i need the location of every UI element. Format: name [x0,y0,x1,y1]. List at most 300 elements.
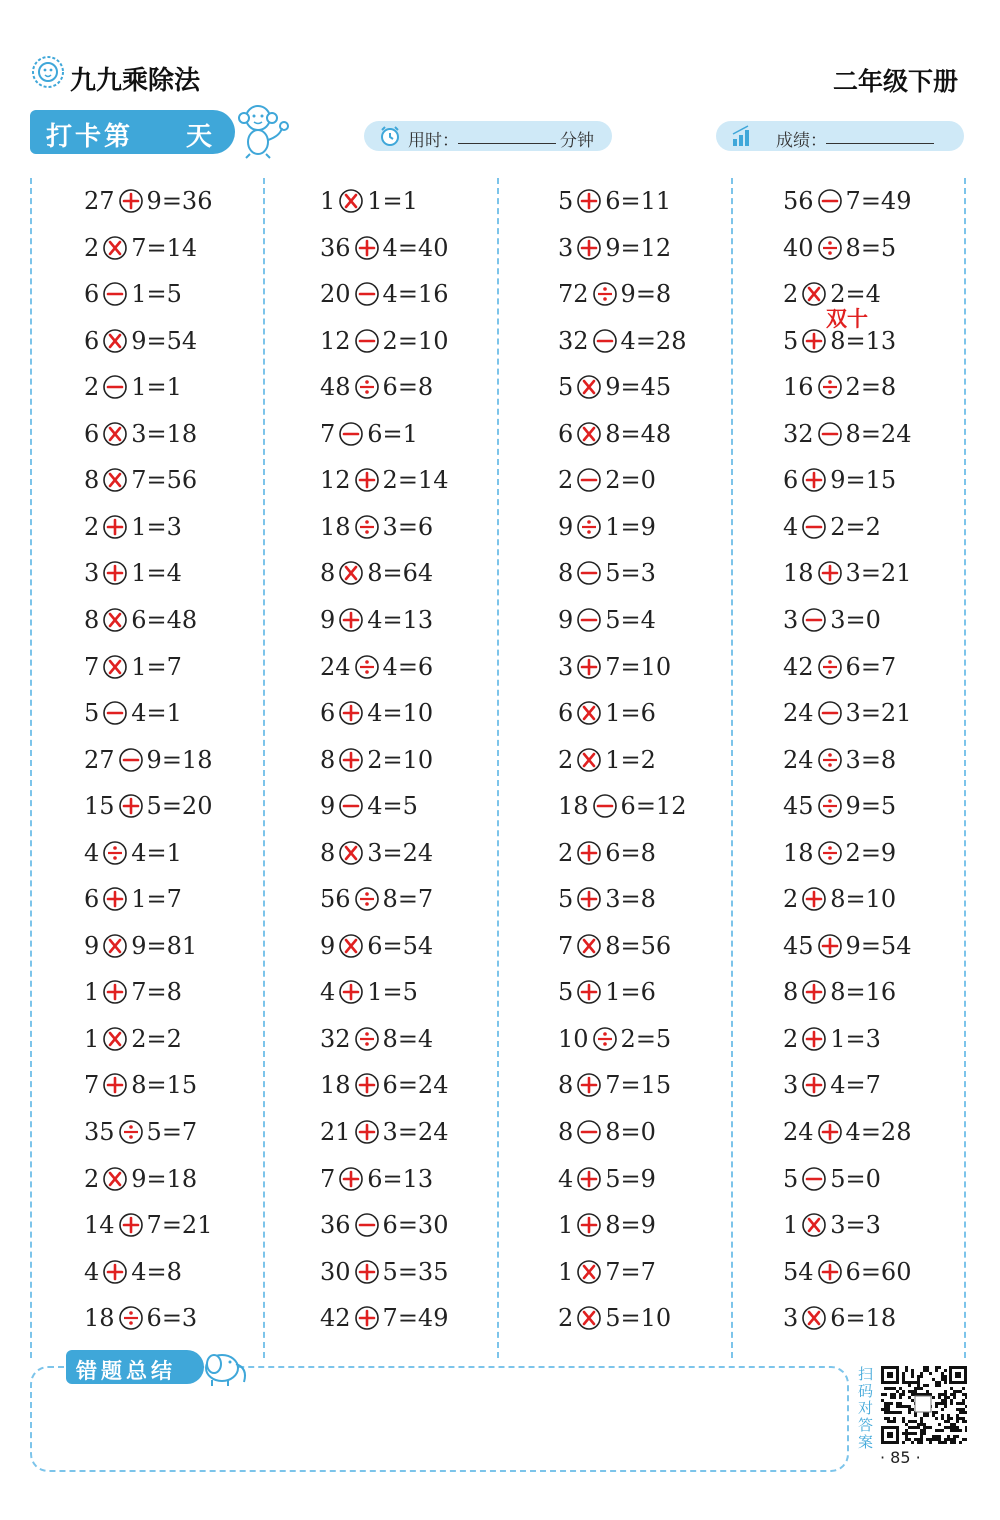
operand-b: 4=13 [367,605,434,634]
minus-operator-icon[interactable] [576,607,602,633]
equation-row [320,974,418,1010]
times-operator-icon[interactable] [576,700,602,726]
operand-b: 7=8 [131,978,182,1007]
operand-b: 6=48 [131,605,198,634]
divide-operator-icon[interactable] [817,654,843,680]
grade-label: 二年级下册 [832,67,958,96]
operand-a: 35 [84,1118,115,1146]
operand-b: 3=0 [830,605,881,634]
times-operator-icon[interactable] [102,654,128,680]
operand-b: 9=12 [605,233,672,262]
plus-operator-icon[interactable] [354,1259,380,1285]
operand-b: 2=4 [830,280,881,309]
plus-operator-icon[interactable] [576,979,602,1005]
equation-row [558,649,671,685]
minus-operator-icon[interactable] [354,1212,380,1238]
operand-b: 9=81 [131,931,198,960]
equation-row [558,276,671,312]
equation-row [783,183,911,219]
equation-row [320,1021,433,1057]
minus-operator-icon[interactable] [817,700,843,726]
operand-b: 2=0 [605,466,656,495]
equation-row [320,1161,433,1197]
equation-row [783,788,896,824]
minus-operator-icon[interactable] [801,607,827,633]
operand-a: 9 [320,605,336,634]
operand-a: 45 [783,931,814,960]
operand-b: 2=8 [845,373,897,402]
plus-operator-icon[interactable] [354,235,380,261]
minus-operator-icon[interactable] [592,793,618,819]
equation-row [320,835,433,871]
operand-b: 3=18 [131,419,198,448]
plus-operator-icon[interactable] [817,1119,843,1145]
plus-operator-icon[interactable] [338,979,364,1005]
times-operator-icon[interactable] [338,840,364,866]
operand-a: 1 [84,1024,100,1053]
plus-operator-icon[interactable] [801,467,827,493]
operand-b: 6=8 [605,838,656,867]
operand-b: 7=15 [605,1071,672,1100]
equation-row [783,1207,881,1243]
operand-b: 5=4 [605,605,656,634]
operand-b: 8=9 [605,1211,656,1240]
operand-b: 7=56 [131,466,198,495]
divide-operator-icon[interactable] [592,281,618,307]
equation-row [783,1021,881,1057]
times-operator-icon[interactable] [102,1026,128,1052]
times-operator-icon[interactable] [102,933,128,959]
operand-b: 4=40 [382,233,449,262]
equation-row [558,835,656,871]
plus-operator-icon[interactable] [576,886,602,912]
plus-operator-icon[interactable] [338,747,364,773]
equation-row [84,1161,197,1197]
divide-operator-icon[interactable] [354,886,380,912]
equation-row [558,788,686,824]
operand-a: 6 [783,466,799,495]
operand-a: 1 [558,1257,574,1286]
divide-operator-icon[interactable] [118,1305,144,1331]
divide-operator-icon[interactable] [817,793,843,819]
operand-b: 5=7 [146,1118,198,1146]
equation-row [783,881,896,917]
operand-a: 8 [558,1118,574,1146]
equation-row [783,369,896,405]
times-operator-icon[interactable] [576,1259,602,1285]
lion-logo-icon [30,52,66,92]
operand-b: 6=3 [146,1304,198,1333]
equation-row [320,323,448,359]
operand-a: 6 [84,419,100,448]
minus-operator-icon[interactable] [338,421,364,447]
equation-row [783,649,896,685]
plus-operator-icon[interactable] [576,1072,602,1098]
alarm-clock-icon [378,124,402,148]
book-title: 九九乘除法 [70,66,201,96]
equation-row [558,323,686,359]
plus-operator-icon[interactable] [576,654,602,680]
operand-b: 9=36 [146,187,213,215]
equation-row [320,788,418,824]
equation-row [320,509,433,545]
operand-b: 7=7 [605,1257,656,1286]
column-divider [30,178,32,1358]
equation-row [558,974,656,1010]
times-operator-icon[interactable] [338,933,364,959]
equation-row [783,1067,881,1103]
equation-row [558,1021,671,1057]
plus-operator-icon[interactable] [817,560,843,586]
operand-b: 8=10 [830,885,897,914]
operand-b: 9=54 [131,326,198,355]
operand-a: 7 [320,1164,336,1193]
operand-a: 10 [558,1024,589,1053]
equation-row [558,1067,671,1103]
operand-a: 72 [558,280,589,309]
plus-operator-icon[interactable] [801,979,827,1005]
operand-b: 6=8 [382,373,434,402]
operand-b: 8=4 [382,1024,434,1053]
score-label: 成绩： [776,131,827,151]
operand-b: 3=21 [845,699,912,728]
operand-b: 9=5 [845,792,897,821]
operand-a: 6 [84,326,100,355]
operand-b: 9=54 [845,931,912,960]
equation-row [84,695,182,731]
plus-operator-icon[interactable] [354,1072,380,1098]
minus-operator-icon[interactable] [817,421,843,447]
operand-a: 2 [84,512,100,541]
operand-a: 32 [320,1024,351,1053]
operand-a: 8 [320,559,336,588]
operand-b: 4=28 [845,1118,912,1146]
equation-row [84,1067,197,1103]
times-operator-icon[interactable] [801,281,827,307]
equation-row [84,323,197,359]
equation-row [84,742,212,778]
operand-a: 16 [783,373,814,402]
equation-row [558,928,671,964]
equation-row [783,695,911,731]
operand-b: 4=10 [367,699,434,728]
operand-b: 8=5 [845,233,897,262]
equation-row [84,369,182,405]
operand-a: 27 [84,745,115,774]
operand-b: 8=13 [830,326,897,355]
operand-b: 1=7 [131,652,182,681]
minus-operator-icon[interactable] [354,328,380,354]
equation-row [558,1300,671,1336]
operand-a: 3 [558,233,574,262]
plus-operator-icon[interactable] [801,328,827,354]
divide-operator-icon[interactable] [354,514,380,540]
operand-b: 6=18 [830,1304,897,1333]
operand-a: 42 [783,652,814,681]
checkin-day-suffix: 天 [186,122,213,152]
divide-operator-icon[interactable] [817,235,843,261]
operand-b: 1=3 [830,1024,881,1053]
plus-operator-icon[interactable] [338,700,364,726]
operand-a: 24 [320,652,351,681]
operand-b: 1=9 [605,512,656,541]
operand-b: 9=8 [620,280,672,309]
times-operator-icon[interactable] [102,235,128,261]
handwritten-annotation: 双十 [826,307,868,331]
plus-operator-icon[interactable] [102,514,128,540]
equation-row [783,1300,896,1336]
minus-operator-icon[interactable] [576,1119,602,1145]
times-operator-icon[interactable] [102,467,128,493]
equation-row [84,1114,197,1150]
plus-operator-icon[interactable] [338,607,364,633]
operand-b: 4=7 [830,1071,881,1100]
operand-a: 2 [558,745,574,774]
plus-operator-icon[interactable] [102,1259,128,1285]
divide-operator-icon[interactable] [817,747,843,773]
times-operator-icon[interactable] [102,421,128,447]
divide-operator-icon[interactable] [118,1119,144,1145]
minus-operator-icon[interactable] [592,328,618,354]
operand-b: 1=5 [367,978,418,1007]
operand-a: 2 [84,1164,100,1193]
plus-operator-icon[interactable] [354,1305,380,1331]
operand-a: 7 [320,419,336,448]
operand-a: 9 [558,512,574,541]
equation-row [558,509,656,545]
operand-b: 9=45 [605,373,672,402]
operand-b: 2=5 [620,1024,672,1053]
equation-row [320,230,448,266]
operand-b: 2=14 [382,466,449,495]
operand-b: 6=11 [605,187,672,215]
plus-operator-icon[interactable] [576,1212,602,1238]
operand-a: 4 [783,512,799,541]
operand-a: 5 [84,699,100,728]
plus-operator-icon[interactable] [801,1072,827,1098]
equation-row [84,788,212,824]
operand-a: 8 [320,745,336,774]
equation-row [783,555,911,591]
operand-a: 6 [558,419,574,448]
equation-row [783,974,896,1010]
time-unit: 分钟 [560,131,594,151]
operand-b: 7=21 [146,1211,213,1240]
plus-operator-icon[interactable] [576,840,602,866]
operand-a: 18 [783,838,814,867]
operand-a: 3 [783,1304,799,1333]
operand-a: 9 [84,931,100,960]
equation-row [84,928,197,964]
plus-operator-icon[interactable] [118,793,144,819]
operand-a: 2 [783,280,799,309]
operand-a: 24 [783,745,814,774]
times-operator-icon[interactable] [576,421,602,447]
operand-a: 18 [320,512,351,541]
times-operator-icon[interactable] [801,1305,827,1331]
operand-a: 7 [84,652,100,681]
operand-b: 5=9 [605,1164,656,1193]
operand-a: 2 [783,1024,799,1053]
time-input-line[interactable] [458,143,556,144]
times-operator-icon[interactable] [801,1212,827,1238]
divide-operator-icon[interactable] [354,1026,380,1052]
plus-operator-icon[interactable] [817,933,843,959]
operand-b: 1=4 [131,559,182,588]
equation-row [783,462,896,498]
operand-b: 3=8 [845,745,897,774]
equation-row [558,695,656,731]
operand-a: 36 [320,233,351,262]
equation-row [320,555,433,591]
divide-operator-icon[interactable] [354,654,380,680]
equation-row [558,742,656,778]
plus-operator-icon[interactable] [817,1259,843,1285]
operand-a: 1 [558,1211,574,1240]
times-operator-icon[interactable] [338,560,364,586]
plus-operator-icon[interactable] [576,235,602,261]
equation-row [783,602,881,638]
operand-b: 6=24 [382,1071,449,1100]
plus-operator-icon[interactable] [338,1166,364,1192]
minus-operator-icon[interactable] [801,514,827,540]
operand-b: 5=10 [605,1304,672,1333]
operand-b: 6=1 [367,419,418,448]
qr-code-icon[interactable] [881,1366,967,1444]
times-operator-icon[interactable] [576,1305,602,1331]
operand-b: 5=0 [830,1164,881,1193]
equation-row [84,649,182,685]
operand-a: 45 [783,792,814,821]
operand-a: 4 [558,1164,574,1193]
operand-a: 4 [84,838,100,867]
plus-operator-icon[interactable] [576,188,602,214]
operand-a: 18 [84,1304,115,1333]
minus-operator-icon[interactable] [102,700,128,726]
operand-a: 30 [320,1257,351,1286]
operand-a: 56 [783,187,814,215]
equation-row [783,742,896,778]
operand-b: 2=9 [845,838,897,867]
score-field [716,121,964,151]
plus-operator-icon[interactable] [102,886,128,912]
equation-row [558,1207,656,1243]
minus-operator-icon[interactable] [801,1166,827,1192]
operand-a: 5 [783,1164,799,1193]
minus-operator-icon[interactable] [338,793,364,819]
operand-b: 6=7 [845,652,897,681]
minus-operator-icon[interactable] [118,747,144,773]
minus-operator-icon[interactable] [102,374,128,400]
plus-operator-icon[interactable] [118,1212,144,1238]
equation-row [320,881,433,917]
equation-row [84,835,182,871]
operand-b: 2=2 [131,1024,182,1053]
operand-b: 8=16 [830,978,897,1007]
equation-row [84,462,197,498]
operand-a: 2 [84,373,100,402]
operand-a: 1 [320,187,336,215]
equation-row [320,742,433,778]
minus-operator-icon[interactable] [354,281,380,307]
minus-operator-icon[interactable] [102,281,128,307]
equation-row [783,1114,911,1150]
divide-operator-icon[interactable] [817,840,843,866]
operand-b: 7=49 [845,187,912,215]
operand-a: 24 [783,1118,814,1146]
times-operator-icon[interactable] [576,747,602,773]
plus-operator-icon[interactable] [102,1072,128,1098]
operand-b: 8=64 [367,559,434,588]
plus-operator-icon[interactable] [354,1119,380,1145]
operand-b: 7=49 [382,1304,449,1333]
operand-a: 9 [558,605,574,634]
equation-row [320,462,448,498]
operand-b: 6=12 [620,792,687,821]
equation-row [783,230,896,266]
column-divider [964,178,966,1358]
score-input-line[interactable] [826,143,934,144]
plus-operator-icon[interactable] [102,560,128,586]
operand-b: 3=3 [830,1211,881,1240]
equation-row [320,183,418,219]
operand-a: 27 [84,187,115,215]
times-operator-icon[interactable] [102,1166,128,1192]
operand-a: 18 [558,792,589,821]
operand-b: 6=54 [367,931,434,960]
minus-operator-icon[interactable] [576,560,602,586]
operand-a: 5 [558,373,574,402]
plus-operator-icon[interactable] [801,886,827,912]
times-operator-icon[interactable] [102,607,128,633]
operand-b: 7=10 [605,652,672,681]
checkin-label: 打卡第 [46,122,134,152]
equation-row [320,1300,448,1336]
divide-operator-icon[interactable] [102,840,128,866]
minus-operator-icon[interactable] [576,467,602,493]
operand-b: 2=10 [367,745,434,774]
operand-a: 5 [783,326,799,355]
plus-operator-icon[interactable] [801,1026,827,1052]
operand-b: 6=13 [367,1164,434,1193]
equation-row [558,369,671,405]
equation-row [558,416,671,452]
divide-operator-icon[interactable] [817,374,843,400]
divide-operator-icon[interactable] [354,374,380,400]
equation-row [84,183,212,219]
operand-a: 3 [783,1071,799,1100]
elephant-icon [198,1346,252,1388]
times-operator-icon[interactable] [102,328,128,354]
equation-row [320,602,433,638]
operand-a: 36 [320,1211,351,1240]
divide-operator-icon[interactable] [576,514,602,540]
plus-operator-icon[interactable] [118,188,144,214]
equation-row [558,230,671,266]
plus-operator-icon[interactable] [102,979,128,1005]
plus-operator-icon[interactable] [354,467,380,493]
operand-a: 48 [320,373,351,402]
equation-row [783,1161,881,1197]
plus-operator-icon[interactable] [576,1166,602,1192]
times-operator-icon[interactable] [576,933,602,959]
minus-operator-icon[interactable] [817,188,843,214]
divide-operator-icon[interactable] [592,1026,618,1052]
times-operator-icon[interactable] [576,374,602,400]
equation-row [320,928,433,964]
times-operator-icon[interactable] [338,188,364,214]
equation-row [783,835,896,871]
